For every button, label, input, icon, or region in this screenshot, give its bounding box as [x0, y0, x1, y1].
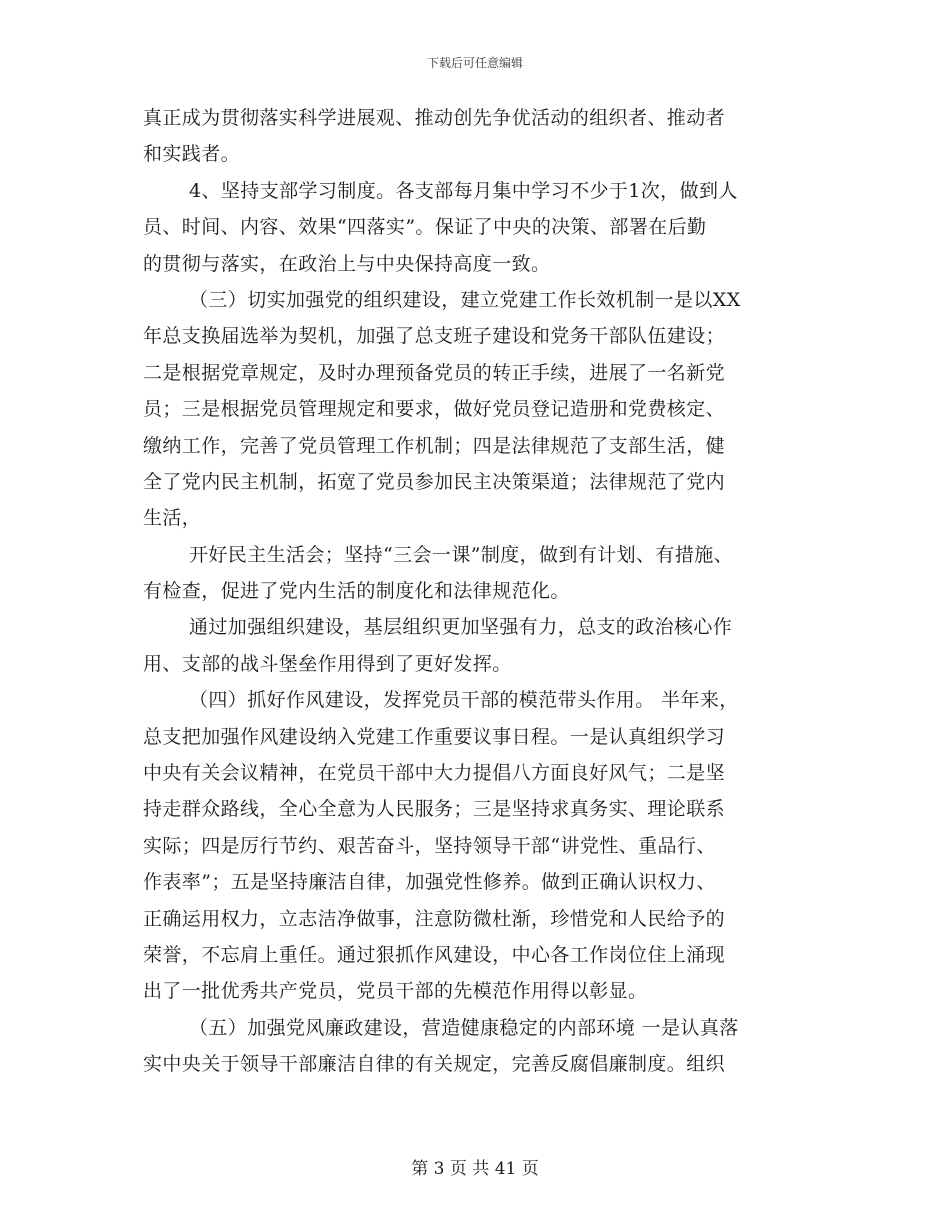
text-line: 缴纳工作，完善了党员管理工作机制；四是法律规范了支部生活，健 — [143, 434, 726, 457]
text-line: 实际；四是厉行节约、艰苦奋斗，坚持领导干部“讲党性、重品行、 — [143, 834, 716, 857]
text-line: 真正成为贯彻落实科学进展观、推动创先争优活动的组织者、推动者 — [143, 107, 726, 129]
text-line: 用、支部的战斗堡垒作用得到了更好发挥。 — [143, 652, 512, 675]
text-line: 开好民主生活会；坚持“三会一课”制度，做到有计划、有措施、 — [189, 543, 734, 566]
text-line: 员、时间、内容、效果“四落实”。保证了中央的决策、部署在后勤 — [143, 216, 707, 239]
text-line: 生活， — [143, 507, 202, 530]
text-line: 通过加强组织建设，基层组织更加坚强有力，总支的政治核心作 — [189, 616, 733, 639]
text-line: 中央有关会议精神，在党员干部中大力提倡八方面良好风气；二是坚 — [143, 762, 726, 785]
text-line: 二是根据党章规定，及时办理预备党员的转正手续，进展了一名新党 — [143, 361, 726, 384]
text-line: 员；三是根据党员管理规定和要求，做好党员登记造册和党费核定、 — [143, 398, 726, 421]
text-line: 有检查，促进了党内生活的制度化和法律规范化。 — [143, 580, 570, 603]
text-line: 的贯彻与落实，在政治上与中央保持高度一致。 — [143, 252, 551, 275]
page-header: 下载后可任意编辑 — [426, 56, 523, 70]
page-footer: 第 3 页 共 41 页 — [411, 1159, 539, 1179]
text-line: 年总支换届选举为契机，加强了总支班子建设和党务干部队伍建设； — [143, 325, 726, 348]
text-line: 和实践者。 — [143, 143, 241, 166]
text-line: 持走群众路线，全心全意为人民服务；三是坚持求真务实、理论联系 — [143, 798, 726, 821]
text-line: （五）加强党风廉政建设，营造健康稳定的内部环境 一是认真落 — [189, 1016, 739, 1039]
text-line: 出了一批优秀共产党员，党员干部的先模范作用得以彰显。 — [143, 980, 648, 1003]
text-line: （四）抓好作风建设，发挥党员干部的模范带头作用。 半年来， — [189, 689, 739, 712]
document-body — [143, 100, 809, 1083]
text-line: 作表率”；五是坚持廉洁自律，加强党性修养。做到正确认识权力、 — [143, 871, 716, 894]
text-line: 正确运用权力，立志洁净做事，注意防微杜渐，珍惜党和人民给予的 — [143, 907, 726, 930]
text-line: 4、坚持支部学习制度。各支部每月集中学习不少于1次，做到人 — [189, 179, 738, 202]
text-line: （三）切实加强党的组织建设，建立党建工作长效机制一是以XX — [189, 288, 741, 311]
text-line: 总支把加强作风建设纳入党建工作重要议事日程。一是认真组织学习 — [143, 725, 726, 748]
text-line: 实中央关于领导干部廉洁自律的有关规定，完善反腐倡廉制度。组织 — [143, 1053, 726, 1076]
text-line: 全了党内民主机制，拓宽了党员参加民主决策渠道；法律规范了党内 — [143, 470, 726, 493]
text-line: 荣誉，不忘肩上重任。通过狠抓作风建设，中心各工作岗位住上涌现 — [143, 943, 726, 966]
